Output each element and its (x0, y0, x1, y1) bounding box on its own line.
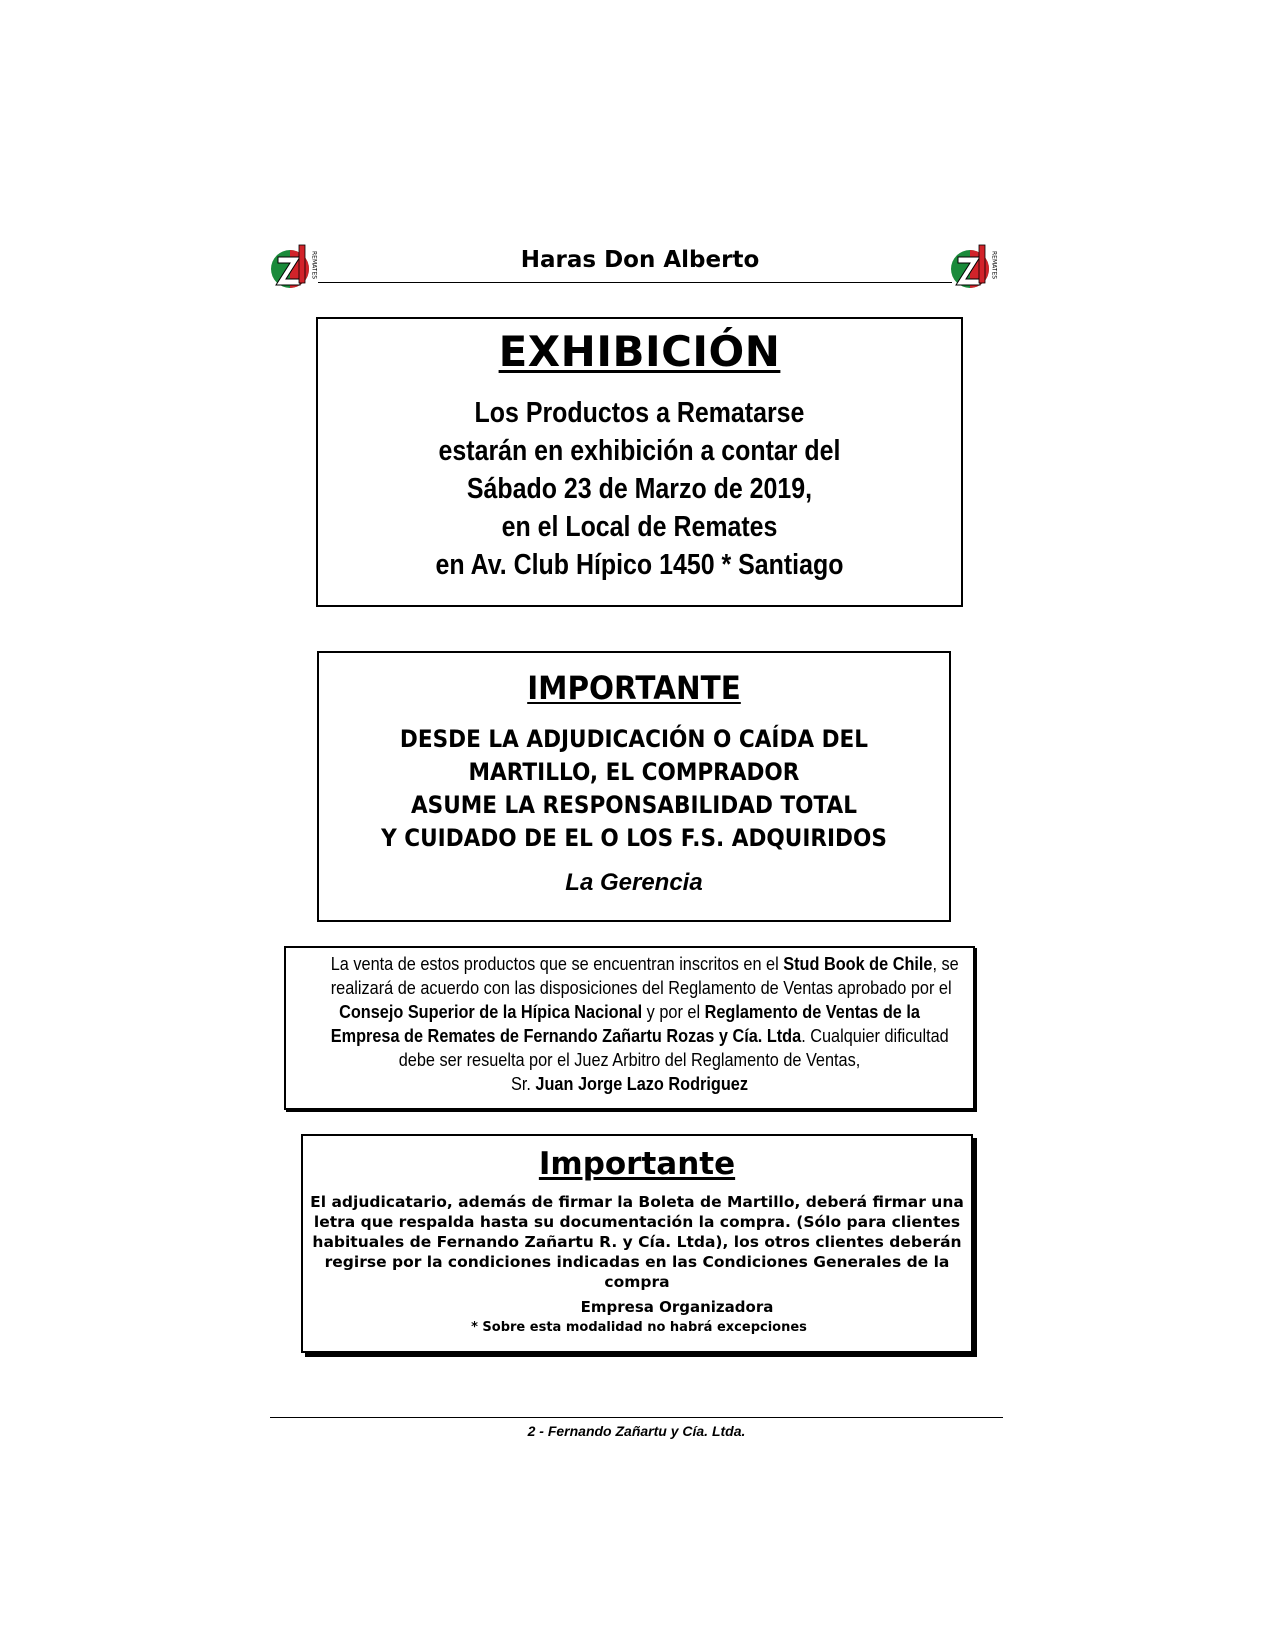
regulation-text: realizará de acuerdo con las disposiciones del Reglamento de Ventas aprobado por el (330, 977, 952, 998)
exhibition-text (363, 394, 916, 584)
responsibility-line: Y CUIDADO DE EL O LOS F.S. ADQUIRIDOS (381, 824, 887, 852)
payment-notice-heading: Importante (538, 1146, 736, 1182)
payment-notice-line: El adjudicatario, además de firmar la Boleta de Martillo, deberá firmar una (310, 1193, 964, 1211)
svg-text:REMATES (991, 251, 998, 279)
exhibition-line: estarán en exhibición a contar del (438, 435, 841, 467)
payment-notice-line: regirse por la condiciones indicadas en las Condiciones Generales de la (324, 1253, 950, 1271)
responsibility-line: DESDE LA ADJUDICACIÓN O CAÍDA DEL (399, 725, 869, 753)
company-logo-left (270, 243, 322, 293)
payment-notice-box (301, 1134, 973, 1353)
regulation-text: La venta de estos productos que se encuentran inscritos en el (330, 953, 784, 974)
responsibility-line: ASUME LA RESPONSABILIDAD TOTAL (410, 791, 858, 819)
document-title: Haras Don Alberto (520, 247, 760, 273)
footer-rule (270, 1417, 1003, 1418)
payment-notice-line: habituales de Fernando Zañartu R. y Cía. Ltda), los otros clientes deberán (312, 1233, 962, 1251)
arbiter-name: Juan Jorge Lazo Rodriguez (535, 1073, 748, 1094)
logo-text: REMATES (990, 251, 998, 280)
regulation-text: y por el (642, 1001, 705, 1022)
auction-company-name: Empresa de Remates de Fernando Zañartu Rozas y Cía. Ltda (330, 1025, 802, 1046)
regulation-box (284, 946, 975, 1110)
exhibition-line: en el Local de Remates (501, 511, 778, 543)
regulation-text: . Cualquier dificultad (801, 1025, 949, 1046)
regulation-text: , se (932, 953, 959, 974)
regulation-paragraph (327, 952, 959, 1096)
sales-regulation-name: Reglamento de Ventas de la (704, 1001, 920, 1022)
payment-notice-line: compra (604, 1273, 670, 1291)
exceptions-note: * Sobre esta modalidad no habrá excepciones (471, 1320, 807, 1335)
exhibition-line: Sábado 23 de Marzo de 2019, (466, 473, 813, 505)
page-footer: 2 - Fernando Zañartu y Cía. Ltda. (527, 1423, 746, 1439)
management-signature: La Gerencia (565, 869, 703, 896)
payment-notice-text (303, 1192, 971, 1292)
exhibition-line: Los Productos a Rematarse (474, 397, 805, 429)
council-name: Consejo Superior de la Hípica Nacional (339, 1001, 643, 1022)
exhibition-heading: EXHIBICIÓN (498, 327, 781, 376)
exhibition-box (316, 317, 963, 607)
exhibition-line: en Av. Club Hípico 1450 * Santiago (435, 549, 844, 581)
logo-text: REMATES (310, 251, 318, 280)
responsibility-text (351, 723, 918, 855)
responsibility-notice-box (317, 651, 951, 922)
payment-notice-line: letra que respalda hasta su documentación la compra. (Sólo para clientes (313, 1213, 961, 1231)
organizer-signature: Empresa Organizadora (580, 1298, 774, 1316)
company-logo-right (950, 243, 1002, 293)
stud-book-name: Stud Book de Chile (783, 953, 933, 974)
svg-text:REMATES (311, 251, 318, 279)
responsibility-heading: IMPORTANTE (527, 669, 741, 707)
regulation-text: Sr. (510, 1073, 536, 1094)
regulation-text: debe ser resuelta por el Juez Arbitro del Reglamento de Ventas, (398, 1049, 861, 1070)
responsibility-line: MARTILLO, EL COMPRADOR (468, 758, 800, 786)
header-rule (318, 282, 952, 283)
